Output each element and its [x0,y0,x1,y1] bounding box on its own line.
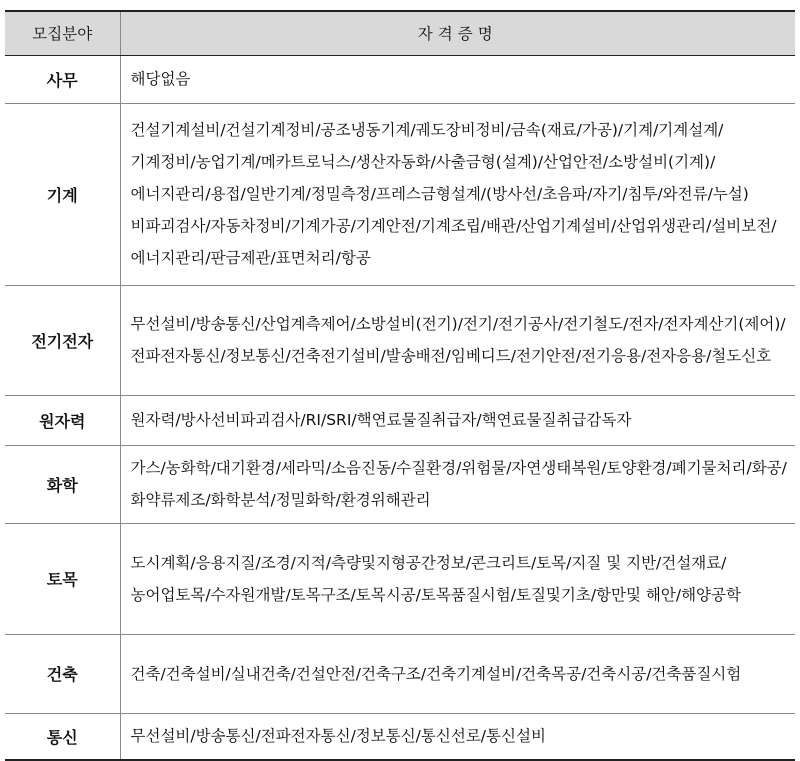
row-certs: 원자력/방사선비파괴검사/RI/SRI/핵연료물질취급자/핵연료물질취급감독자 [130,411,632,429]
row-certs: 무선설비/방송통신/산업계측제어/소방설비(전기)/전기/전기공사/전기철도/전자/전자계산기(제어)/전파전자통신/정보통신/건축전기설비/발송배전/임베디드/전기안전/전기응용/전자응용/철도신호 [130,315,786,365]
table-row [5,55,795,103]
row-field: 토목 [5,523,120,634]
table-header [5,11,795,55]
table-row [5,445,795,523]
row-certs: 건축/건축설비/실내건축/건설안전/건축구조/건축기계설비/건축목공/건축시공/건축품질시험 [130,664,742,683]
header-certs: 자격증명 [120,11,795,55]
table-row [5,395,795,445]
row-field: 통신 [5,713,120,760]
table-row [5,285,795,395]
row-certs: 가스/농화학/대기환경/세라믹/소음진동/수질환경/위험물/자연생태복원/토양환경/폐기물처리/화공/화약류제조/화학분석/정밀화학/환경위해관리 [130,459,787,509]
table-row [5,523,795,634]
row-field: 원자력 [5,395,120,445]
row-certs: 해당없음 [130,70,191,88]
row-field: 사무 [5,55,120,103]
row-field: 기계 [5,103,120,285]
certification-table [5,10,795,761]
row-certs: 건설기계설비/건설기계정비/공조냉동기계/궤도장비정비/금속(재료/가공)/기계/기계설계/기계정비/농업기계/메카트로닉스/생산자동화/사출금형(설계)/산업안전/소방설비(기계)/에너지관리/용접/일반기계/정밀측정/프레스금형설계/(방사선/초음파/자기/침투/와전류/누설)비파괴검사/자동차정비/기계가공/기계안전/기계조립/배관/산업기계설비/산업위생관리/설비보전/에너지관리/판금제관/표면처리/항공 [130,121,777,267]
row-certs: 무선설비/방송통신/전파전자통신/정보통신/통신선로/통신설비 [130,727,546,746]
header-field: 모집분야 [5,11,120,55]
row-certs: 도시계획/응용지질/조경/지적/측량및지형공간정보/콘크리트/토목/지질 및 지반/건설재료/농어업토목/수자원개발/토목구조/토목시공/토목품질시험/토질및기초/항만및 해안/해양공학 [130,553,741,604]
row-field: 화학 [5,445,120,523]
table-row [5,103,795,285]
table-row [5,634,795,713]
row-field: 건축 [5,634,120,713]
table-row [5,713,795,760]
row-field: 전기전자 [5,285,120,395]
